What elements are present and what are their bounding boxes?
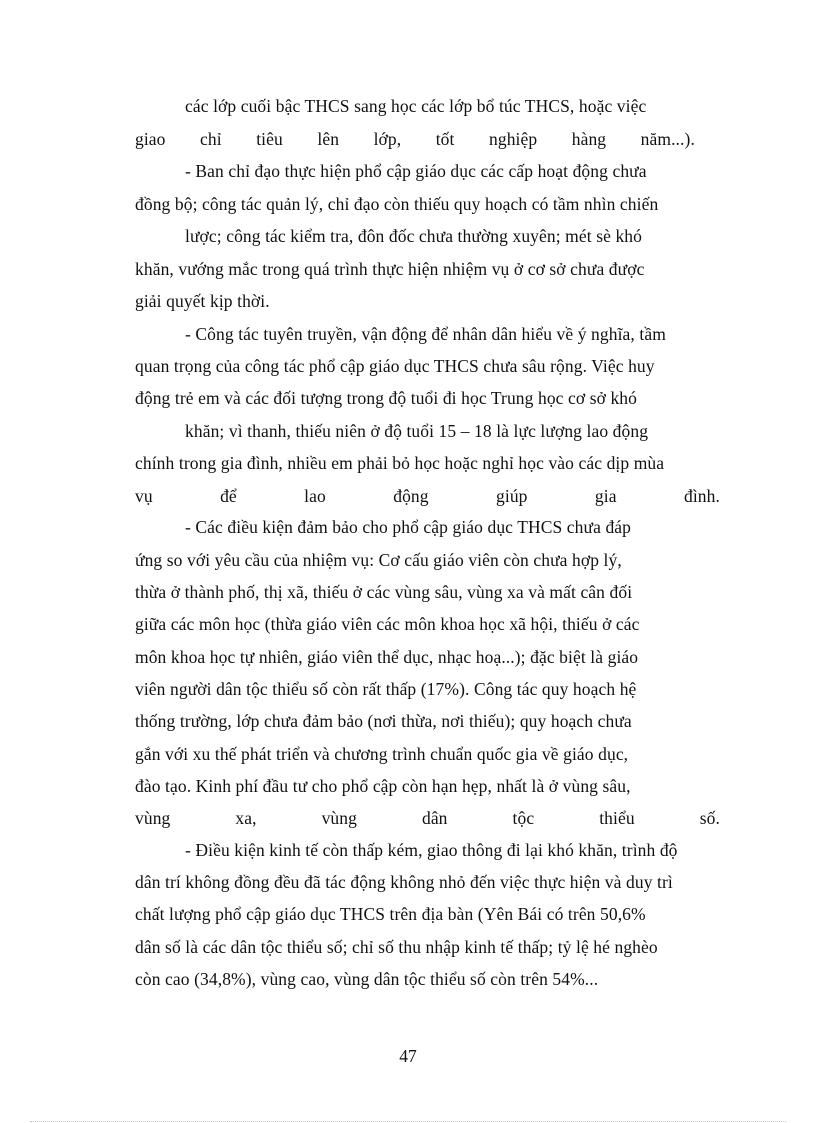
word: lên [317, 129, 340, 149]
text-line: động trẻ em và các đối tượng trong độ tuổi đi học Trung học cơ sở khó [135, 388, 638, 408]
word: tộc [512, 808, 535, 828]
text-line: môn khoa học tự nhiên, giáo viên thể dục, nhạc hoạ...); đặc biệt là giáo [135, 647, 639, 667]
word: giúp [496, 486, 528, 506]
word: số. [699, 808, 720, 828]
word: đình. [683, 486, 720, 506]
text-line: lược; công tác kiểm tra, đôn đốc chưa thường xuyên; mét sè khó [185, 226, 643, 246]
text-line: thừa ở thành phố, thị xã, thiếu ở các vùng sâu, vùng xa và mất cân đối [135, 582, 633, 602]
justified-text-line [135, 808, 720, 828]
word: giao [135, 129, 166, 149]
word: dân [421, 808, 448, 828]
word: nghiệp [489, 129, 538, 149]
text-line: dân trí không đồng đều đã tác động không nhỏ đến việc thực hiện và duy trì [135, 872, 673, 892]
word: lao [304, 486, 326, 506]
text-line: giữa các môn học (thừa giáo viên các môn khoa học xã hội, thiếu ở các [135, 614, 640, 634]
text-line: chính trong gia đình, nhiều em phải bỏ học hoặc nghỉ học vào các dịp mùa [135, 453, 665, 473]
text-line: - Công tác tuyên truyền, vận động để nhân dân hiểu về ý nghĩa, tầm [185, 324, 666, 344]
word: xa, [235, 808, 257, 828]
justified-text-line [135, 129, 695, 149]
text-line: ứng so với yêu cầu của nhiệm vụ: Cơ cấu giáo viên còn chưa hợp lý, [135, 550, 622, 570]
word: vụ [135, 486, 153, 506]
word: gia [594, 486, 617, 506]
word: lớp, [373, 129, 402, 149]
word: năm...). [640, 129, 695, 149]
page-bottom-divider [30, 1121, 786, 1122]
justified-text-line [135, 486, 720, 506]
text-line: chất lượng phổ cập giáo dục THCS trên địa bàn (Yên Bái có trên 50,6% [135, 904, 646, 924]
text-line: - Ban chỉ đạo thực hiện phổ cập giáo dục các cấp hoạt động chưa [185, 161, 647, 181]
text-line: đào tạo. Kinh phí đầu tư cho phổ cập còn hạn hẹp, nhất là ở vùng sâu, [135, 776, 631, 796]
text-line: khăn, vướng mắc trong quá trình thực hiện nhiệm vụ ở cơ sở chưa được [135, 259, 645, 279]
page-number: 47 [399, 1046, 417, 1066]
word: vùng [321, 808, 357, 828]
text-line: gắn với xu thế phát triển và chương trình chuẩn quốc gia về giáo dục, [135, 744, 629, 764]
text-line: dân số là các dân tộc thiểu số; chỉ số thu nhập kinh tế thấp; tỷ lệ hé nghèo [135, 937, 658, 957]
text-line: viên người dân tộc thiểu số còn rất thấp (17%). Công tác quy hoạch hệ [135, 679, 637, 699]
text-line: - Các điều kiện đảm bảo cho phổ cập giáo dục THCS chưa đáp [185, 517, 632, 537]
word: thiểu [599, 808, 635, 828]
text-line: giải quyết kịp thời. [135, 291, 270, 311]
word: tốt [435, 129, 455, 149]
word: hàng [571, 129, 607, 149]
word: vùng [135, 808, 171, 828]
text-line: thống trường, lớp chưa đảm bảo (nơi thừa, nơi thiếu); quy hoạch chưa [135, 711, 632, 731]
text-line: khăn; vì thanh, thiếu niên ở độ tuổi 15 – 18 là lực lượng lao động [185, 421, 649, 441]
word: động [393, 486, 429, 506]
text-line: các lớp cuối bậc THCS sang học các lớp bổ túc THCS, hoặc việc [185, 96, 647, 116]
text-line: quan trọng của công tác phổ cập giáo dục THCS chưa sâu rộng. Việc huy [135, 356, 655, 376]
text-line: - Điều kiện kinh tế còn thấp kém, giao thông đi lại khó khăn, trình độ [185, 840, 678, 860]
word: chỉ [200, 129, 222, 149]
word: để [220, 486, 237, 506]
text-line: đồng bộ; công tác quản lý, chỉ đạo còn thiếu quy hoạch có tầm nhìn chiến [135, 194, 659, 214]
word: tiêu [256, 129, 283, 149]
text-line: còn cao (34,8%), vùng cao, vùng dân tộc thiểu số còn trên 54%... [135, 969, 599, 989]
